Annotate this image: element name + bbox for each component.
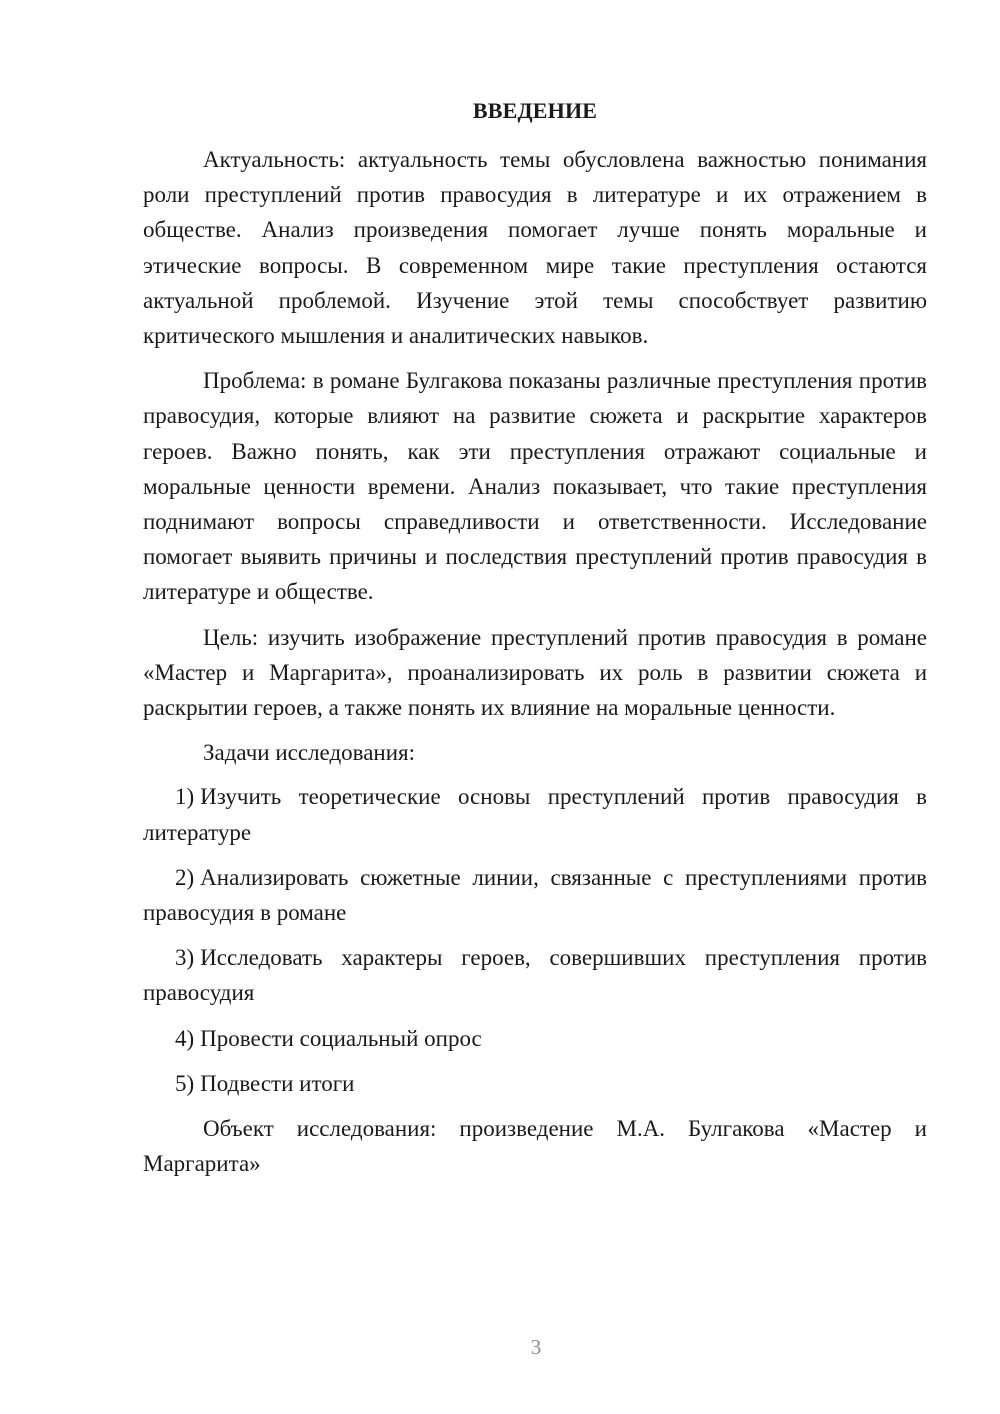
task-text: Анализировать сюжетные линии, связанные с преступлениями против правосудия в романе [143, 864, 927, 926]
problem-paragraph: Проблема: в романе Булгакова показаны различные преступления против правосудия, которые влияют на развитие сюжета и раскрытие характеров героев. Важно понять, как эти преступления отражают социальные и моральные ценности времени. Анализ показывает, что такие преступления поднимают вопросы справедливости и ответственности. Исследование помогает выявить причины и последствия преступлений против правосудия в литературе и обществе. [143, 368, 927, 605]
task-text: Изучить теоретические основы преступлений против правосудия в литературе [143, 784, 927, 845]
task-item [143, 779, 927, 849]
object-paragraph: Объект исследования: произведение М.А. Булгакова «Мастер и Маргарита» [143, 1116, 927, 1177]
page-number: 3 [530, 1335, 542, 1359]
task-number: 5) [175, 1070, 195, 1096]
task-number: 3) [175, 945, 195, 971]
task-text: Провести социальный опрос [200, 1025, 482, 1051]
task-number: 2) [175, 864, 195, 890]
tasks-list [143, 779, 927, 1101]
task-text: Исследовать характеры героев, совершивших преступления против правосудия [143, 945, 927, 1006]
task-number: 1) [175, 784, 195, 810]
task-item [143, 860, 927, 930]
task-number: 4) [175, 1025, 195, 1051]
tasks-title: Задачи исследования: [203, 740, 416, 766]
document-page [143, 96, 927, 1191]
task-item [143, 1066, 927, 1101]
page-title: ВВЕДЕНИЕ [472, 98, 598, 123]
task-text: Подвести итоги [200, 1070, 355, 1096]
task-item [143, 940, 927, 1010]
task-item [143, 1021, 927, 1056]
relevance-paragraph: Актуальность: актуальность темы обусловлена важностью понимания роли преступлений против правосудия в литературе и их отражением в обществе. Анализ произведения помогает лучше понять моральные и этические вопросы. В современном мире такие преступления остаются актуальной проблемой. Изучение этой темы способствует развитию критического мышления и аналитических навыков. [143, 147, 927, 349]
goal-paragraph: Цель: изучить изображение преступлений против правосудия в романе «Мастер и Маргарита», проанализировать их роль в развитии сюжета и раскрытии героев, а также понять их влияние на моральные ценности. [143, 624, 927, 721]
